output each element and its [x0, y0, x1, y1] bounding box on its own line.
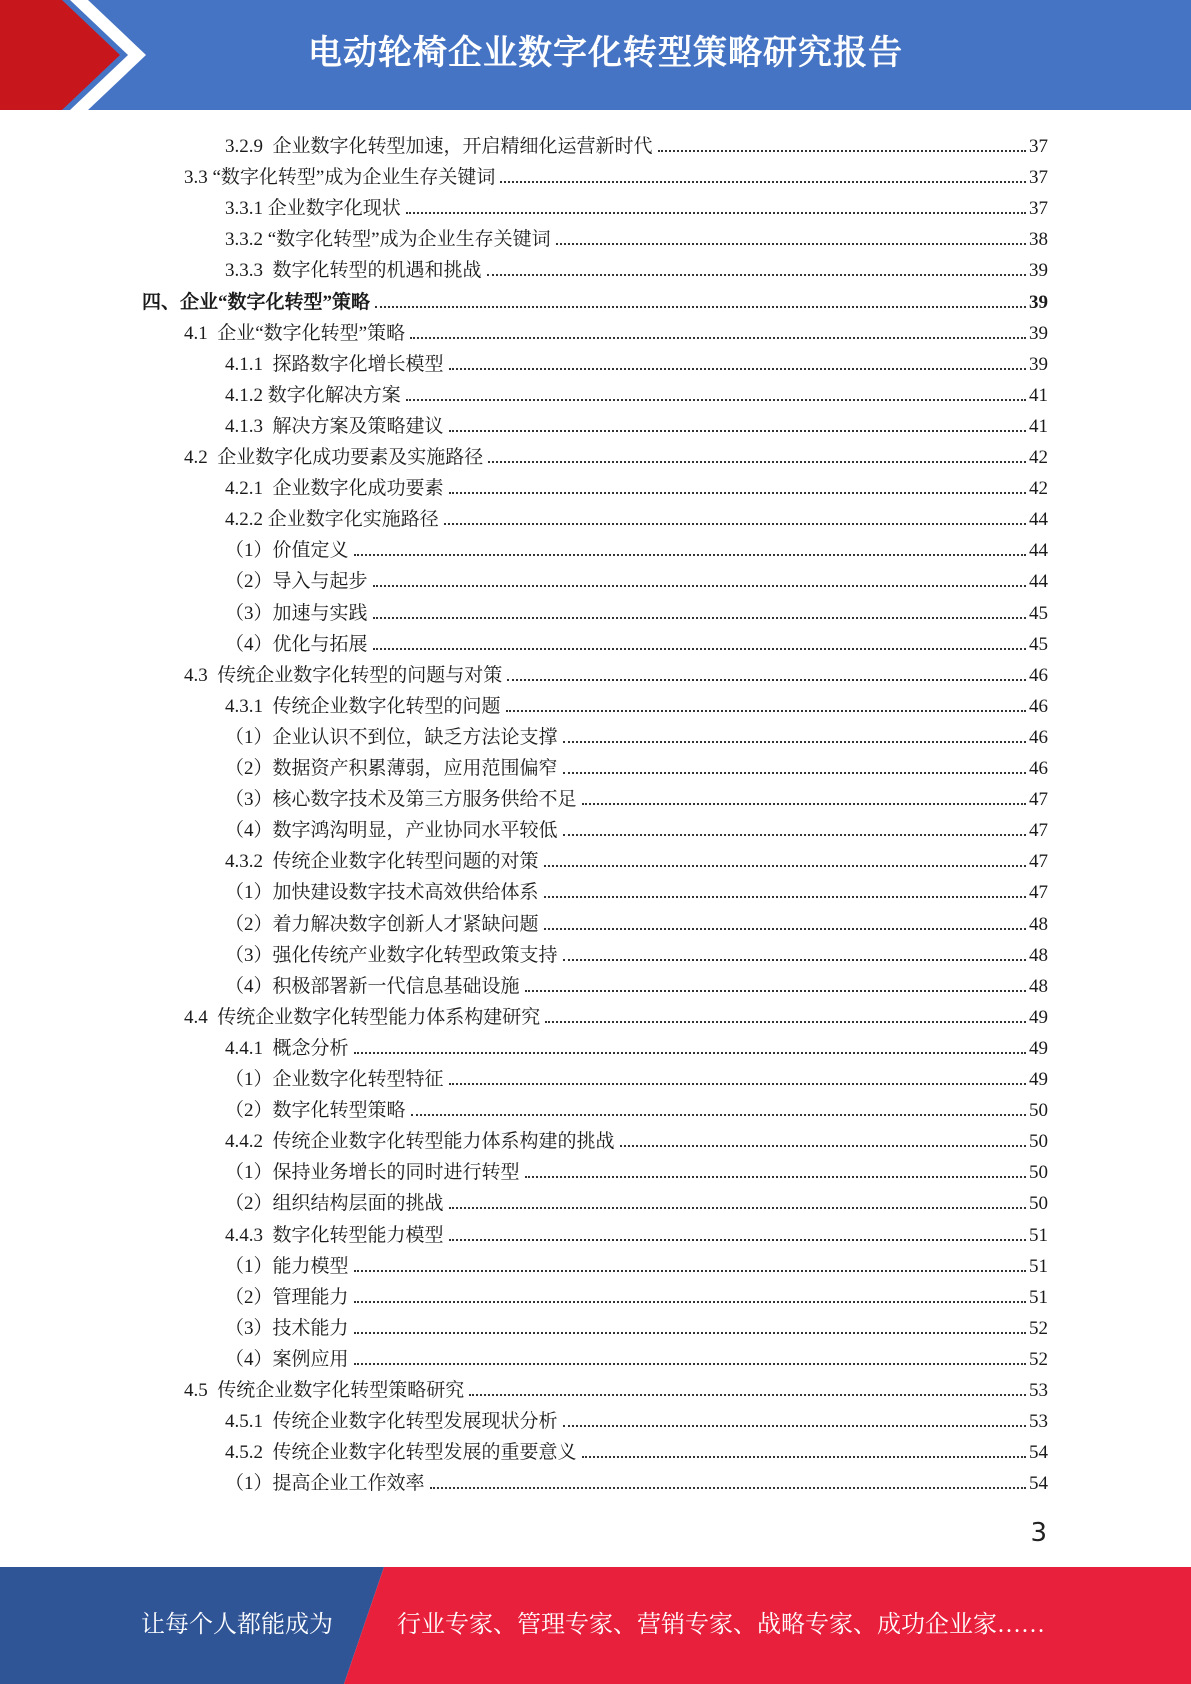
- toc-leader-dots: [354, 1301, 1026, 1303]
- toc-leader-dots: [354, 554, 1026, 556]
- toc-entry-label: （4）数字鸿沟明显，产业协同水平较低: [225, 820, 558, 841]
- page-number: 3: [1030, 1518, 1047, 1548]
- toc-entry[interactable]: [225, 1091, 1048, 1122]
- toc-entry[interactable]: [225, 189, 1048, 220]
- toc-entry[interactable]: [225, 1340, 1048, 1371]
- toc-entry-label: （3）核心数字技术及第三方服务供给不足: [225, 789, 577, 810]
- toc-entry[interactable]: [225, 1247, 1048, 1278]
- toc-leader-dots: [556, 243, 1026, 245]
- toc-entry-page: 37: [1029, 198, 1048, 219]
- toc-leader-dots: [444, 523, 1026, 525]
- toc-entry-label: 4.3 传统企业数字化转型的问题与对策: [184, 665, 503, 686]
- toc-entry-label: （3）强化传统产业数字化转型政策支持: [225, 945, 558, 966]
- toc-leader-dots: [449, 368, 1026, 370]
- toc-entry[interactable]: [225, 1029, 1048, 1060]
- toc-entry-label: （1）企业数字化转型特征: [225, 1069, 444, 1090]
- toc-leader-dots: [430, 1487, 1026, 1489]
- toc-entry-page: 48: [1029, 976, 1048, 997]
- toc-leader-dots: [620, 1145, 1026, 1147]
- toc-leader-dots: [373, 585, 1026, 587]
- toc-entry-page: 42: [1029, 447, 1048, 468]
- toc-leader-dots: [373, 648, 1026, 650]
- toc-entry[interactable]: [225, 1402, 1048, 1433]
- toc-entry-page: 53: [1029, 1411, 1048, 1432]
- toc-entry-label: （1）企业认识不到位，缺乏方法论支撑: [225, 727, 558, 748]
- toc-entry-page: 50: [1029, 1162, 1048, 1183]
- toc-entry-page: 49: [1029, 1038, 1048, 1059]
- toc-entry-page: 47: [1029, 820, 1048, 841]
- toc-entry[interactable]: [225, 936, 1048, 967]
- toc-entry-label: （4）优化与拓展: [225, 634, 368, 655]
- toc-entry-page: 44: [1029, 571, 1048, 592]
- toc-entry[interactable]: [225, 376, 1048, 407]
- toc-leader-dots: [410, 337, 1026, 339]
- toc-entry-page: 47: [1029, 882, 1048, 903]
- toc-entry-label: 3.3.2 “数字化转型”成为企业生存关键词: [225, 229, 551, 250]
- toc-entry-label: （2）组织结构层面的挑战: [225, 1193, 444, 1214]
- toc-entry-label: 4.1 企业“数字化转型”策略: [184, 323, 406, 344]
- toc-entry-label: （4）积极部署新一代信息基础设施: [225, 976, 520, 997]
- toc-entry-label: （1）价值定义: [225, 540, 349, 561]
- toc-leader-dots: [506, 710, 1026, 712]
- toc-entry-page: 46: [1029, 758, 1048, 779]
- toc-entry[interactable]: [225, 469, 1048, 500]
- toc-entry[interactable]: [225, 562, 1048, 593]
- toc-leader-dots: [411, 1114, 1026, 1116]
- toc-entry-page: 37: [1029, 167, 1048, 188]
- toc-entry-page: 50: [1029, 1100, 1048, 1121]
- toc-entry-label: 4.1.1 探路数字化增长模型: [225, 354, 444, 375]
- toc-leader-dots: [563, 1425, 1026, 1427]
- toc-entry[interactable]: [225, 220, 1048, 251]
- toc-leader-dots: [563, 772, 1026, 774]
- toc-entry-page: 48: [1029, 945, 1048, 966]
- toc-leader-dots: [658, 150, 1026, 152]
- toc-leader-dots: [449, 492, 1026, 494]
- toc-entry-page: 50: [1029, 1131, 1048, 1152]
- toc-entry-page: 46: [1029, 696, 1048, 717]
- toc-entry[interactable]: [225, 1464, 1048, 1495]
- toc-entry-page: 50: [1029, 1193, 1048, 1214]
- toc-entry-label: 4.2.2 企业数字化实施路径: [225, 509, 439, 530]
- toc-entry-label: 4.4.1 概念分析: [225, 1038, 349, 1059]
- toc-entry-page: 41: [1029, 416, 1048, 437]
- toc-entry-label: （1）加快建设数字技术高效供给体系: [225, 882, 539, 903]
- toc-entry[interactable]: [225, 873, 1048, 904]
- toc-entry-label: 四、企业“数字化转型”策略: [142, 292, 371, 313]
- toc-entry[interactable]: [142, 283, 1048, 314]
- toc-entry[interactable]: [225, 1216, 1048, 1247]
- toc-entry-label: 4.1.2 数字化解决方案: [225, 385, 401, 406]
- toc-leader-dots: [582, 1456, 1026, 1458]
- toc-entry[interactable]: [225, 1060, 1048, 1091]
- toc-entry-page: 45: [1029, 634, 1048, 655]
- toc-entry[interactable]: [184, 438, 1048, 469]
- toc-leader-dots: [544, 896, 1026, 898]
- toc-entry-label: 4.5.2 传统企业数字化转型发展的重要意义: [225, 1442, 577, 1463]
- toc-leader-dots: [406, 212, 1026, 214]
- report-title: 电动轮椅企业数字化转型策略研究报告: [308, 33, 903, 73]
- toc-leader-dots: [469, 1394, 1026, 1396]
- toc-entry[interactable]: [225, 687, 1048, 718]
- toc-leader-dots: [544, 928, 1026, 930]
- toc-entry-label: （3）技术能力: [225, 1318, 349, 1339]
- toc-entry-label: 3.3 “数字化转型”成为企业生存关键词: [184, 167, 496, 188]
- toc-entry[interactable]: [225, 407, 1048, 438]
- toc-entry-label: 4.5.1 传统企业数字化转型发展现状分析: [225, 1411, 558, 1432]
- toc-entry-label: 4.1.3 解决方案及策略建议: [225, 416, 444, 437]
- toc-entry-page: 52: [1029, 1318, 1048, 1339]
- toc-entry-label: （2）数据资产积累薄弱，应用范围偏窄: [225, 758, 558, 779]
- toc-leader-dots: [487, 274, 1026, 276]
- page-header: [0, 0, 1191, 110]
- toc-entry[interactable]: [225, 811, 1048, 842]
- toc-leader-dots: [354, 1052, 1026, 1054]
- toc-entry[interactable]: [225, 1309, 1048, 1340]
- toc-leader-dots: [375, 306, 1026, 308]
- toc-entry-label: （2）数字化转型策略: [225, 1100, 406, 1121]
- toc-entry[interactable]: [184, 1371, 1048, 1402]
- toc-entry-label: 3.2.9 企业数字化转型加速，开启精细化运营新时代: [225, 136, 653, 157]
- toc-entry-label: （2）管理能力: [225, 1287, 349, 1308]
- toc-entry-page: 49: [1029, 1007, 1048, 1028]
- toc-entry-page: 47: [1029, 851, 1048, 872]
- toc-leader-dots: [373, 617, 1026, 619]
- toc-entry-page: 54: [1029, 1473, 1048, 1494]
- toc-entry-page: 44: [1029, 540, 1048, 561]
- toc-leader-dots: [507, 679, 1026, 681]
- toc-entry[interactable]: [225, 842, 1048, 873]
- toc-leader-dots: [488, 461, 1026, 463]
- toc-entry-page: 53: [1029, 1380, 1048, 1401]
- toc-entry-page: 41: [1029, 385, 1048, 406]
- toc-entry[interactable]: [225, 594, 1048, 625]
- toc-entry[interactable]: [225, 1153, 1048, 1184]
- toc-entry[interactable]: [225, 251, 1048, 282]
- toc-entry-label: 4.4 传统企业数字化转型能力体系构建研究: [184, 1007, 541, 1028]
- toc-entry-label: （4）案例应用: [225, 1349, 349, 1370]
- toc-entry[interactable]: [225, 1278, 1048, 1309]
- toc-entry[interactable]: [225, 625, 1048, 656]
- toc-entry[interactable]: [225, 905, 1048, 936]
- toc-leader-dots: [525, 1176, 1026, 1178]
- toc-entry-label: （1）能力模型: [225, 1256, 349, 1277]
- footer-slogan-left: 让每个人都能成为: [141, 1612, 333, 1638]
- toc-entry[interactable]: [184, 998, 1048, 1029]
- toc-entry[interactable]: [225, 500, 1048, 531]
- toc-entry-label: （3）加速与实践: [225, 603, 368, 624]
- toc-leader-dots: [545, 1021, 1026, 1023]
- toc-entry-page: 39: [1029, 323, 1048, 344]
- toc-entry-page: 47: [1029, 789, 1048, 810]
- toc-entry[interactable]: [225, 1184, 1048, 1215]
- toc-entry[interactable]: [225, 967, 1048, 998]
- toc-entry-page: 51: [1029, 1287, 1048, 1308]
- toc-leader-dots: [525, 990, 1026, 992]
- toc-entry-page: 54: [1029, 1442, 1048, 1463]
- toc-leader-dots: [563, 834, 1026, 836]
- toc-entry-label: 4.3.1 传统企业数字化转型的问题: [225, 696, 501, 717]
- toc-entry-label: （2）导入与起步: [225, 571, 368, 592]
- toc-entry-label: 4.4.3 数字化转型能力模型: [225, 1225, 444, 1246]
- toc-entry[interactable]: [225, 718, 1048, 749]
- toc-entry-page: 46: [1029, 665, 1048, 686]
- toc-entry-label: 4.2.1 企业数字化成功要素: [225, 478, 444, 499]
- toc-entry-label: 4.2 企业数字化成功要素及实施路径: [184, 447, 484, 468]
- toc-entry-page: 37: [1029, 136, 1048, 157]
- toc-entry-page: 46: [1029, 727, 1048, 748]
- toc-entry[interactable]: [225, 345, 1048, 376]
- toc-entry[interactable]: [225, 1122, 1048, 1153]
- toc-leader-dots: [449, 430, 1026, 432]
- toc-entry-label: （1）提高企业工作效率: [225, 1473, 425, 1494]
- toc-leader-dots: [500, 181, 1026, 183]
- toc-entry[interactable]: [225, 127, 1048, 158]
- toc-leader-dots: [582, 803, 1026, 805]
- toc-leader-dots: [563, 959, 1026, 961]
- toc-entry-page: 49: [1029, 1069, 1048, 1090]
- toc-entry-page: 45: [1029, 603, 1048, 624]
- footer-slogan-right: 行业专家、管理专家、营销专家、战略专家、成功企业家……: [397, 1612, 1045, 1638]
- toc-entry-page: 38: [1029, 229, 1048, 250]
- toc-entry-label: 4.4.2 传统企业数字化转型能力体系构建的挑战: [225, 1131, 615, 1152]
- toc-entry-page: 42: [1029, 478, 1048, 499]
- toc-leader-dots: [354, 1270, 1026, 1272]
- toc-leader-dots: [354, 1332, 1026, 1334]
- toc-entry-page: 52: [1029, 1349, 1048, 1370]
- toc-entry[interactable]: [225, 749, 1048, 780]
- toc-entry[interactable]: [225, 531, 1048, 562]
- toc-leader-dots: [449, 1207, 1026, 1209]
- toc-leader-dots: [354, 1363, 1026, 1365]
- toc-entry-page: 51: [1029, 1225, 1048, 1246]
- toc-leader-dots: [544, 865, 1026, 867]
- toc-entry-page: 39: [1029, 260, 1048, 281]
- toc-entry-page: 44: [1029, 509, 1048, 530]
- toc-entry-label: （2）着力解决数字创新人才紧缺问题: [225, 914, 539, 935]
- toc-entry-label: 3.3.1 企业数字化现状: [225, 198, 401, 219]
- toc-entry-label: 4.3.2 传统企业数字化转型问题的对策: [225, 851, 539, 872]
- toc-entry[interactable]: [184, 158, 1048, 189]
- toc-entry[interactable]: [184, 656, 1048, 687]
- toc-entry-page: 48: [1029, 914, 1048, 935]
- toc-entry-page: 39: [1029, 292, 1048, 313]
- toc-entry-label: 4.5 传统企业数字化转型策略研究: [184, 1380, 465, 1401]
- toc-entry[interactable]: [184, 314, 1048, 345]
- toc-entry-page: 51: [1029, 1256, 1048, 1277]
- page-footer: [0, 1567, 1191, 1684]
- toc-leader-dots: [449, 1239, 1026, 1241]
- toc-leader-dots: [449, 1083, 1026, 1085]
- toc-entry-label: （1）保持业务增长的同时进行转型: [225, 1162, 520, 1183]
- toc-entry[interactable]: [225, 1433, 1048, 1464]
- toc-leader-dots: [406, 399, 1026, 401]
- toc-entry-label: 3.3.3 数字化转型的机遇和挑战: [225, 260, 482, 281]
- toc-leader-dots: [563, 741, 1026, 743]
- toc-entry[interactable]: [225, 780, 1048, 811]
- toc-entry-page: 39: [1029, 354, 1048, 375]
